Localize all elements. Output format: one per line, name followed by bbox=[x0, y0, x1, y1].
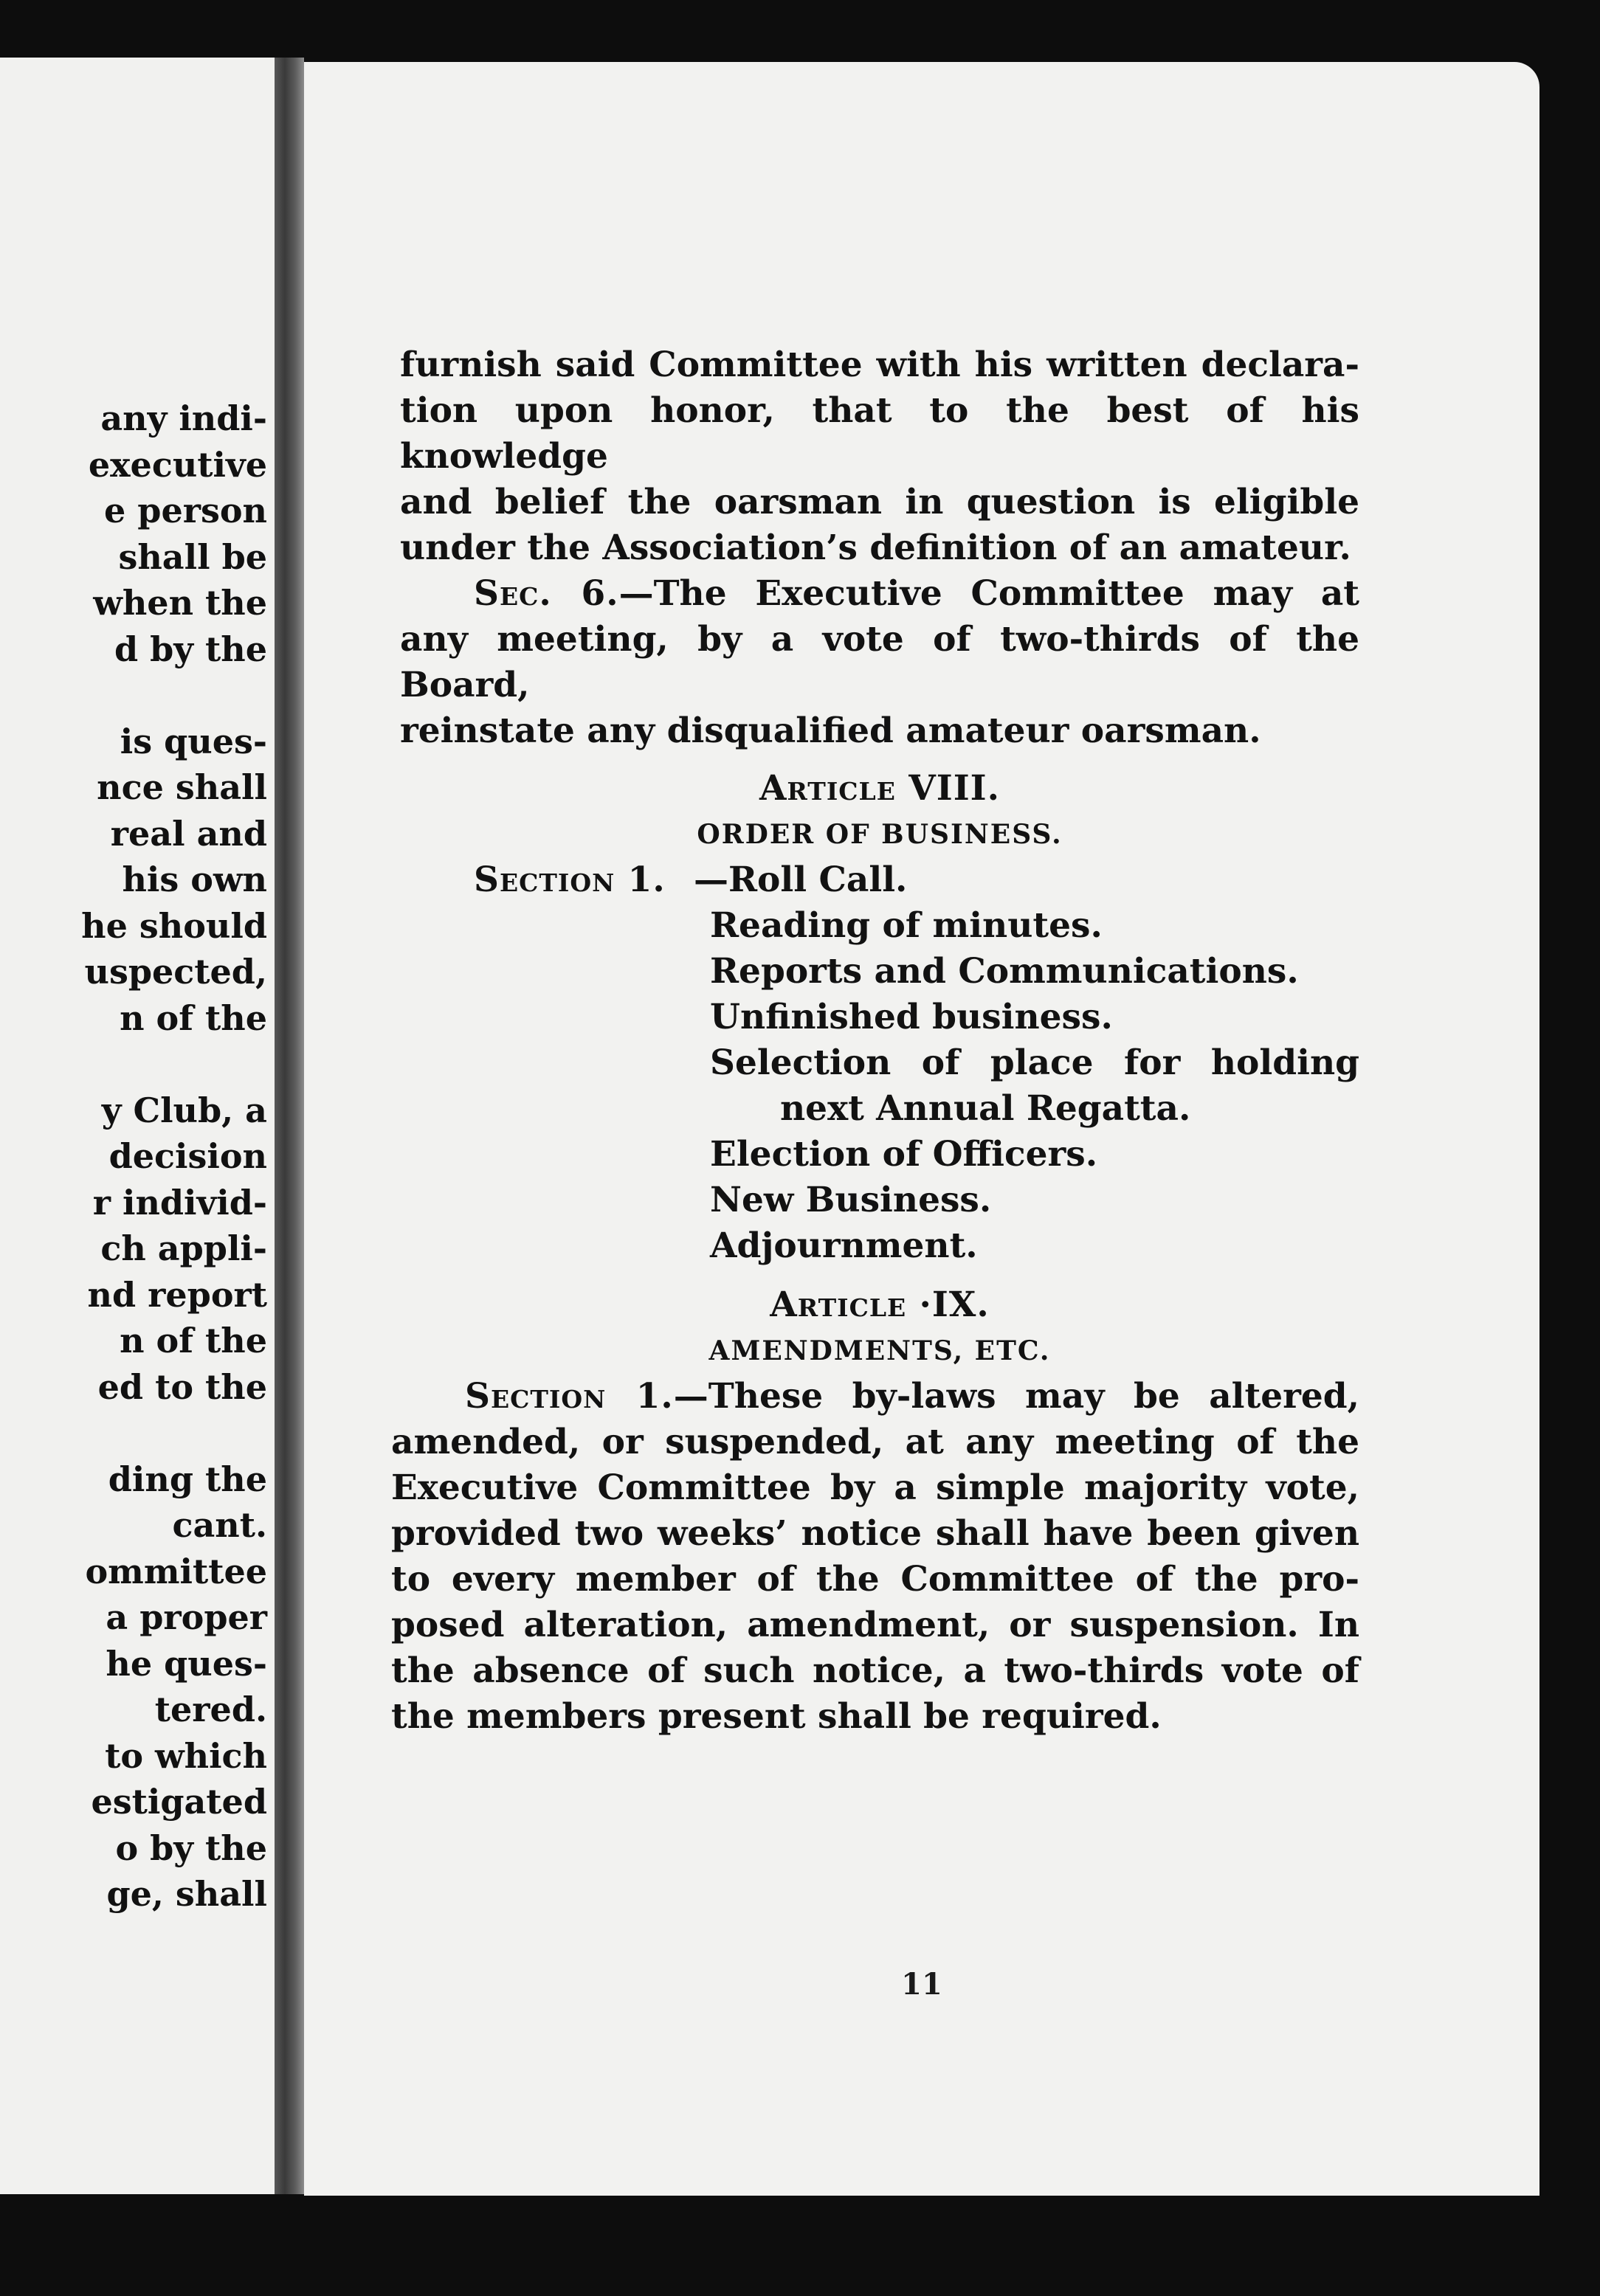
left-page-line: n of the bbox=[120, 1321, 267, 1360]
text-span: —The Executive Committee may at bbox=[618, 573, 1359, 614]
left-page-line: his own bbox=[122, 860, 267, 899]
section-6 bbox=[400, 571, 1359, 754]
left-page-line: ge, shall bbox=[106, 1874, 267, 1914]
list-item bbox=[400, 1040, 1359, 1086]
page-content bbox=[391, 342, 1360, 1740]
list-item: next Annual Regatta. bbox=[780, 1088, 1191, 1129]
article-8-title: Article VIII. bbox=[759, 768, 1001, 809]
text-line: furnish said Committee with his written declara- bbox=[400, 345, 1359, 385]
left-page-text bbox=[0, 395, 267, 1918]
list-item: Reading of minutes. bbox=[710, 905, 1103, 946]
left-page-line bbox=[0, 1410, 267, 1456]
left-page-line: nd report bbox=[87, 1274, 267, 1315]
left-page-line: decision bbox=[108, 1136, 267, 1176]
list-item: Unfinished business. bbox=[710, 997, 1113, 1037]
text-line: any meeting, by a vote of two-thirds of the Board, bbox=[400, 619, 1359, 705]
text-line: tion upon honor, that to the best of his knowledge bbox=[400, 390, 1359, 477]
left-page-line: e person bbox=[104, 491, 267, 530]
list-item: Reports and Communications. bbox=[710, 951, 1299, 992]
left-page-line bbox=[0, 1041, 267, 1088]
left-page-line: tered. bbox=[154, 1690, 267, 1729]
list-item-text: —Roll Call. bbox=[694, 860, 908, 900]
left-page-line: ch appli- bbox=[100, 1228, 267, 1268]
article-9-section-1 bbox=[391, 1374, 1359, 1740]
order-of-business-list bbox=[400, 857, 1359, 1269]
page-number: 11 bbox=[901, 1967, 942, 2002]
left-page-line: to which bbox=[105, 1735, 267, 1776]
text-line: provided two weeks’ notice shall have been given bbox=[391, 1513, 1359, 1554]
article-9-subtitle: AMENDMENTS, ETC. bbox=[708, 1335, 1051, 1366]
left-page-line: uspected, bbox=[84, 952, 267, 992]
section-label: Sec. 6. bbox=[474, 573, 619, 614]
left-page-line: ommittee bbox=[85, 1551, 267, 1591]
book-gutter bbox=[275, 58, 304, 2194]
left-page-line: nce shall bbox=[97, 767, 267, 807]
section-label: Section 1. bbox=[474, 860, 666, 900]
left-page bbox=[0, 58, 275, 2194]
text-line: under the Association’s definition of an amateur. bbox=[400, 528, 1351, 568]
left-page-line: o by the bbox=[115, 1828, 267, 1868]
left-page-line: real and bbox=[110, 813, 267, 854]
article-9-title: Article ·IX. bbox=[770, 1284, 990, 1325]
text-line: to every member of the Committee of the pro- bbox=[391, 1559, 1359, 1600]
paragraph-eligibility bbox=[400, 342, 1359, 571]
list-item bbox=[400, 857, 1359, 903]
left-page-line: shall be bbox=[118, 536, 267, 577]
left-page-line: is ques- bbox=[120, 721, 267, 761]
left-page-line: he should bbox=[81, 905, 267, 946]
left-page-line: ding the bbox=[108, 1459, 267, 1499]
left-page-line: y Club, a bbox=[101, 1090, 267, 1130]
text-line bbox=[400, 571, 1359, 617]
text-line: posed alteration, amendment, or suspension. In bbox=[391, 1605, 1359, 1645]
left-page-line: cant. bbox=[172, 1505, 267, 1545]
list-item: New Business. bbox=[710, 1180, 992, 1220]
left-page-line bbox=[0, 672, 267, 719]
right-page bbox=[304, 62, 1539, 2196]
list-item: Adjournment. bbox=[710, 1225, 978, 1266]
left-page-line: n of the bbox=[120, 997, 267, 1038]
left-page-line: r individ- bbox=[92, 1182, 267, 1223]
left-page-line: any indi- bbox=[100, 398, 267, 438]
text-line: the absence of such notice, a two-thirds vote of bbox=[391, 1650, 1359, 1691]
left-page-line: a proper bbox=[106, 1597, 267, 1637]
left-page-line: executive bbox=[88, 444, 267, 485]
article-8-subtitle: ORDER OF BUSINESS. bbox=[697, 819, 1063, 850]
text-line: the members present shall be required. bbox=[391, 1696, 1162, 1737]
text-line: Executive Committee by a simple majority vote, bbox=[391, 1467, 1359, 1508]
left-page-line: estigated bbox=[91, 1782, 267, 1822]
left-page-line: d by the bbox=[114, 629, 267, 669]
list-item: Election of Officers. bbox=[710, 1134, 1098, 1175]
text-line bbox=[391, 1374, 1359, 1420]
section-label: Section 1. bbox=[465, 1376, 674, 1417]
left-page-line: ed to the bbox=[97, 1366, 267, 1407]
text-line: amended, or suspended, at any meeting of the bbox=[391, 1422, 1359, 1462]
text-line: and belief the oarsman in question is eligible bbox=[400, 482, 1359, 522]
text-span: —These by-laws may be altered, bbox=[673, 1376, 1360, 1417]
left-page-line: when the bbox=[93, 583, 267, 623]
list-item-text: Selection of place for holding bbox=[710, 1042, 1359, 1083]
left-page-line: he ques- bbox=[106, 1643, 267, 1684]
text-line: reinstate any disqualified amateur oarsman. bbox=[400, 710, 1261, 751]
